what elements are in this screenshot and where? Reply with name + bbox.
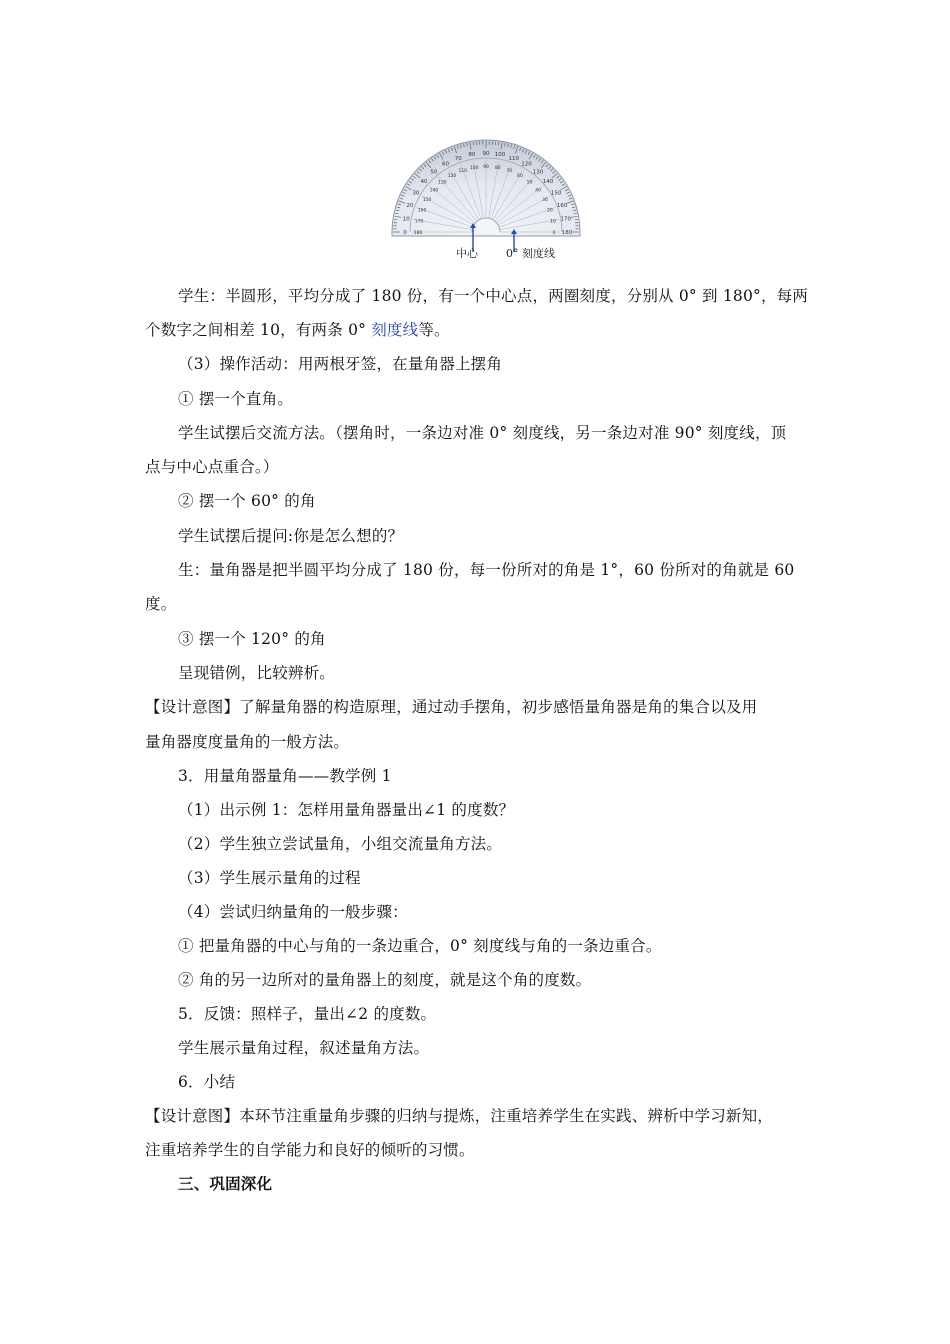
- scale-number-outer: 10: [402, 216, 410, 223]
- scale-number-inner: 120: [447, 173, 457, 179]
- scale-number-inner: 10: [550, 219, 556, 225]
- scale-number-inner: 180: [413, 231, 423, 236]
- text-span: 个数字之间相差 10，有两条 0°: [145, 321, 367, 339]
- paragraph-line: 【设计意图】了解量角器的构造原理，通过动手摆角，初步感悟量角器是角的集合以及用: [145, 698, 758, 716]
- scale-number-inner: 60: [517, 173, 523, 179]
- paragraph-line: 【设计意图】本环节注重量角步骤的归纳与提炼，注重培养学生在实践、辨析中学习新知，: [145, 1107, 774, 1125]
- scale-number-outer: 90: [482, 151, 490, 157]
- paragraph-line: 生：量角器是把半圆平均分成了 180 份，每一份所对的角是 1°，60 份所对的角就是 60: [178, 561, 795, 579]
- paragraph-line: 学生：半圆形，平均分成了 180 份，有一个中心点，两圈刻度，分别从 0° 到 180°，每两: [178, 287, 809, 305]
- paragraph-line: 度。: [145, 595, 177, 613]
- paragraph-line: ① 把量角器的中心与角的一条边重合，0° 刻度线与角的一条边重合。: [178, 937, 662, 955]
- scale-number-inner: 70: [506, 168, 513, 174]
- scale-number-inner: 140: [429, 188, 439, 194]
- protractor-illustration: [388, 136, 584, 264]
- paragraph-line: （2）学生独立尝试量角，小组交流量角方法。: [178, 835, 503, 853]
- scale-number-inner: 30: [542, 198, 548, 203]
- paragraph-line: （3）学生展示量角的过程: [178, 869, 361, 887]
- section-heading: 三、巩固深化: [178, 1174, 273, 1193]
- scale-number-outer: 180: [561, 230, 573, 236]
- scale-number-inner: 160: [417, 208, 427, 214]
- scale-number-outer: 70: [454, 155, 462, 162]
- scale-number-inner: 150: [422, 198, 432, 203]
- highlighted-term: 刻度线: [371, 321, 419, 339]
- paragraph-line: 学生展示量角过程，叙述量角方法。: [178, 1039, 430, 1057]
- scale-number-outer: 150: [550, 190, 562, 197]
- paragraph-line: ② 角的另一边所对的量角器上的刻度，就是这个角的度数。: [178, 971, 592, 989]
- scale-number-inner: 0: [552, 231, 556, 236]
- paragraph-line: [145, 319, 450, 341]
- scale-number-inner: 50: [526, 180, 533, 186]
- scale-number-outer: 50: [430, 169, 438, 176]
- scale-number-inner: 40: [535, 188, 541, 194]
- paragraph-line: 量角器度度量角的一般方法。: [145, 733, 350, 751]
- paragraph-line: 呈现错例，比较辨析。: [178, 664, 336, 682]
- scale-number-outer: 130: [532, 169, 544, 176]
- paragraph-line: 5．反馈：照样子，量出∠2 的度数。: [178, 1005, 437, 1023]
- paragraph-line: 3．用量角器量角——教学例 1: [178, 767, 392, 785]
- scale-number-inner: 100: [469, 166, 479, 172]
- scale-number-outer: 30: [412, 190, 420, 197]
- scale-number-outer: 40: [420, 179, 428, 186]
- scale-number-outer: 110: [508, 155, 519, 162]
- scale-number-inner: 130: [437, 180, 447, 186]
- scale-number-inner: 20: [547, 208, 553, 214]
- protractor-figure: [388, 136, 584, 264]
- scale-number-inner: 170: [414, 219, 424, 225]
- paragraph-line: 点与中心点重合。）: [145, 458, 279, 476]
- paragraph-line: ① 摆一个直角。: [178, 390, 294, 408]
- scale-number-inner: 110: [458, 168, 468, 174]
- scale-number-outer: 20: [406, 202, 414, 209]
- scale-number-outer: 0: [403, 230, 407, 236]
- scale-number-inner: 90: [483, 165, 489, 170]
- text-span: 等。: [418, 321, 450, 339]
- scale-number-outer: 170: [560, 216, 572, 223]
- paragraph-line: （4）尝试归纳量角的一般步骤：: [178, 903, 408, 921]
- paragraph-line: （3）操作活动：用两根牙签，在量角器上摆角: [178, 355, 503, 373]
- scale-number-outer: 100: [494, 152, 506, 159]
- paragraph-line: 学生试摆后提问:你是怎么想的？: [178, 527, 404, 545]
- paragraph-line: ③ 摆一个 120° 的角: [178, 630, 326, 648]
- paragraph-line: 学生试摆后交流方法。（摆角时，一条边对准 0° 刻度线，另一条边对准 90° 刻度线，顶: [178, 424, 787, 442]
- paragraph-line: （1）出示例 1：怎样用量角器量出∠1 的度数？: [178, 801, 515, 819]
- scale-number-outer: 80: [468, 152, 476, 159]
- scale-number-outer: 60: [442, 161, 449, 168]
- scale-number-outer: 140: [542, 179, 554, 186]
- paragraph-line: 6．小结: [178, 1073, 236, 1091]
- scale-number-inner: 80: [494, 166, 501, 172]
- paragraph-line: ② 摆一个 60° 的角: [178, 492, 316, 510]
- scale-number-outer: 120: [521, 161, 532, 168]
- center-label: 中心: [456, 247, 478, 260]
- zero-line-label: 0° 刻度线: [506, 247, 555, 260]
- paragraph-line: 注重培养学生的自学能力和良好的倾听的习惯。: [145, 1141, 475, 1159]
- scale-number-outer: 160: [556, 202, 568, 209]
